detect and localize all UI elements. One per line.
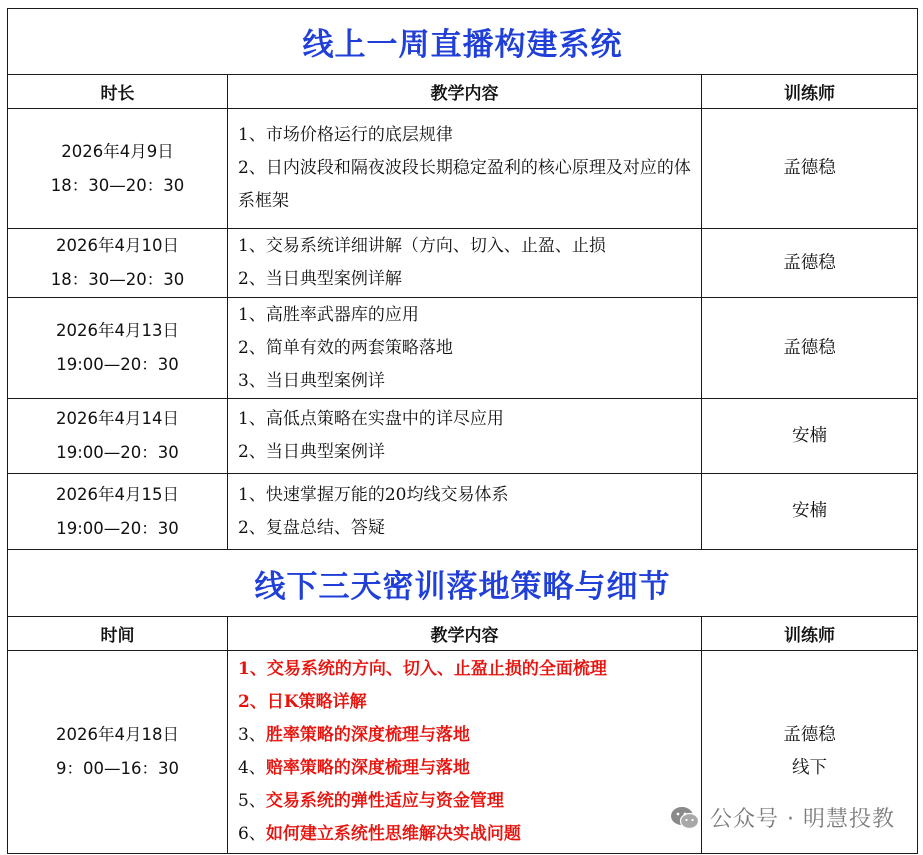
trainer-name: 孟德稳 (783, 725, 836, 745)
session-time (8, 399, 228, 474)
session-hours: 19:00—20：30 (56, 518, 179, 538)
content-item: 1、市场价格运行的底层规律 (238, 125, 453, 145)
header-time: 时长 (8, 75, 228, 109)
header-time: 时间 (8, 617, 228, 651)
header-content: 教学内容 (228, 75, 702, 109)
session-trainer: 安楠 (702, 474, 918, 550)
session-hours: 18：30—20：30 (50, 175, 185, 195)
session-hours: 18：30—20：30 (50, 270, 185, 289)
content-item (238, 785, 701, 818)
content-item: 2、简单有效的两套策略落地 (238, 337, 453, 358)
session-date: 2026年4月14日 (56, 409, 179, 428)
session-hours: 19:00—20：30 (56, 443, 179, 462)
item-text: 交易系统的方向、切入、止盈止损的全面梳理 (266, 659, 607, 679)
trainer-mode: 线下 (792, 758, 827, 778)
session-hours: 9：00—16：30 (56, 759, 179, 778)
content-item (238, 752, 701, 785)
online-title-row (8, 9, 918, 75)
item-text: 胜率策略的深度梳理与落地 (265, 725, 470, 745)
session-trainer: 孟德稳 (702, 109, 918, 229)
content-item (238, 653, 701, 686)
session-time (8, 474, 228, 550)
offline-title: 线下三天密训落地策略与细节 (8, 550, 918, 617)
content-item (238, 686, 701, 719)
table-row (8, 474, 918, 550)
session-content (228, 229, 702, 298)
session-date: 2026年4月9日 (61, 141, 174, 161)
item-number: 1、 (238, 659, 267, 679)
content-item: 2、当日典型案例详 (238, 442, 385, 462)
content-item: 1、高低点策略在实盘中的详尽应用 (238, 409, 504, 429)
session-date: 2026年4月10日 (56, 236, 179, 255)
session-content (228, 109, 702, 229)
content-item: 2、当日典型案例详解 (238, 269, 402, 289)
table-row (8, 298, 918, 399)
schedule-table (7, 8, 918, 854)
content-item (238, 719, 701, 752)
wechat-icon (670, 805, 700, 831)
session-content (228, 399, 702, 474)
session-content (228, 474, 702, 550)
content-item: 1、高胜率武器库的应用 (238, 304, 419, 325)
item-number: 6、 (238, 824, 266, 844)
online-title: 线上一周直播构建系统 (8, 9, 918, 75)
session-time (8, 109, 228, 229)
header-content: 教学内容 (228, 617, 702, 651)
item-number: 4、 (238, 758, 266, 778)
content-item: 3、当日典型案例详 (238, 370, 385, 391)
watermark (670, 802, 895, 833)
content-item: 2、复盘总结、答疑 (238, 517, 385, 538)
item-number: 3、 (238, 725, 266, 745)
content-item: 1、交易系统详细讲解（方向、切入、止盈、止损 (238, 236, 606, 256)
session-time (8, 651, 228, 854)
table-row (8, 109, 918, 229)
watermark-text: 公众号 · 明慧投教 (710, 807, 895, 832)
session-date: 2026年4月18日 (56, 725, 179, 744)
item-text: 如何建立系统性思维解决实战问题 (265, 824, 521, 844)
session-trainer: 孟德稳 (702, 298, 918, 399)
item-text: 交易系统的弹性适应与资金管理 (265, 791, 504, 811)
item-number: 5、 (238, 791, 266, 811)
session-date: 2026年4月13日 (56, 321, 179, 340)
content-item: 1、快速掌握万能的20均线交易体系 (238, 484, 509, 505)
item-number: 2、 (238, 692, 267, 712)
session-time (8, 229, 228, 298)
session-content (228, 298, 702, 399)
offline-title-row (8, 550, 918, 617)
session-date: 2026年4月15日 (56, 484, 179, 504)
session-hours: 19:00—20：30 (56, 355, 179, 374)
online-header-row (8, 75, 918, 109)
offline-header-row (8, 617, 918, 651)
session-trainer: 安楠 (702, 399, 918, 474)
item-text: 日K策略详解 (266, 692, 367, 712)
header-trainer: 训练师 (702, 617, 918, 651)
content-item (238, 818, 701, 851)
session-content (228, 651, 702, 854)
table-row (8, 399, 918, 474)
session-trainer: 孟德稳 (702, 229, 918, 298)
content-item: 2、日内波段和隔夜波段长期稳定盈利的核心原理及对应的体系框架 (238, 158, 691, 211)
header-trainer: 训练师 (702, 75, 918, 109)
item-text: 赔率策略的深度梳理与落地 (265, 758, 470, 778)
session-time (8, 298, 228, 399)
table-row (8, 229, 918, 298)
